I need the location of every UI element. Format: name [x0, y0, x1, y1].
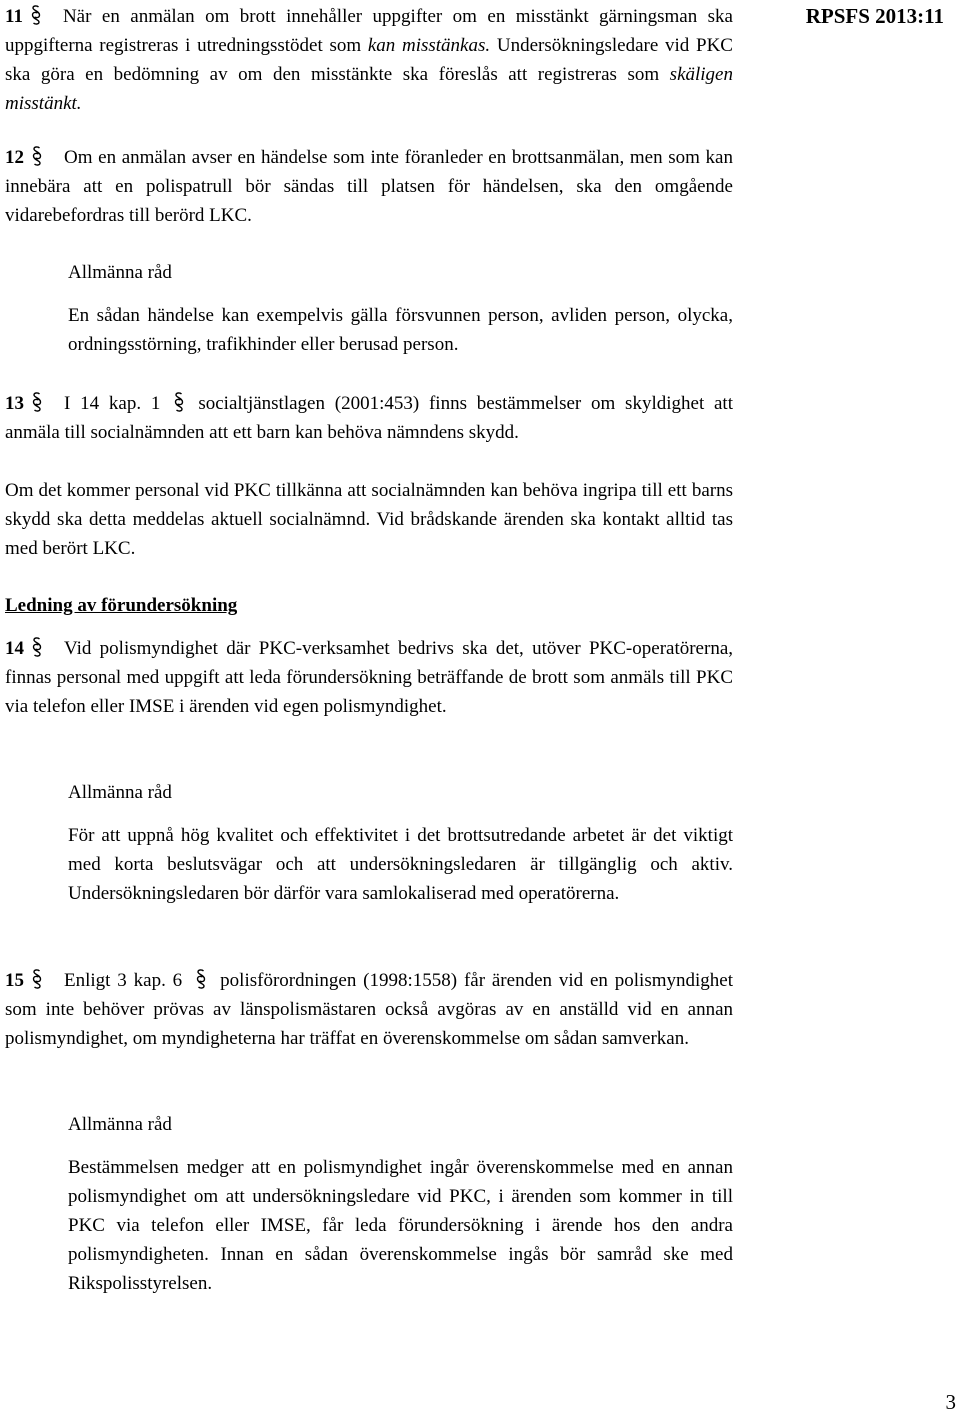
section-text-italic: skäligen misstänkt. — [5, 64, 733, 114]
section-number: 12 — [5, 147, 24, 168]
section-12 — [5, 143, 733, 230]
section-heading: Ledning av förundersökning — [5, 595, 238, 616]
section-sign-icon — [26, 389, 48, 418]
section-15 — [5, 966, 733, 1053]
section-number: 11 — [5, 6, 23, 27]
section-13 — [5, 389, 733, 447]
section-text: polisförordningen (1998:1558) får ärenden vid en polismyndighet som inte behöver prövas av länspolismästaren också avgöras av en anställd vid en annan polismyndighet, om myndigheterna har träffat en överenskommelse om sådan samverkan. — [5, 970, 733, 1049]
page-number: 3 — [945, 1390, 956, 1414]
document-reference: RPSFS 2013:11 — [805, 4, 944, 28]
section-11 — [5, 2, 733, 118]
general-advice-label: Allmänna råd — [68, 262, 172, 283]
section-sign-icon — [26, 143, 48, 172]
section-sign-icon — [168, 389, 190, 418]
section-text: Vid polismyndighet där PKC-verksamhet bedrivs ska det, utöver PKC-operatörerna, finnas personal med uppgift att leda förundersökning beträffande de brott som anmäls till PKC via telefon eller IMSE i ärenden vid egen polismyndighet. — [5, 638, 733, 717]
section-sign-icon — [190, 966, 212, 995]
general-advice-text: Bestämmelsen medger att en polismyndighet ingår överenskommelse med en annan polismyndighet om att undersökningsledare vid PKC, i ärenden som kommer in till PKC via telefon eller IMSE, får leda förundersökning i ärende hos den andra polismyndigheten. Innan en sådan överenskommelse ingås bör samråd ske med Rikspolisstyrelsen. — [68, 1157, 733, 1294]
section-text: Undersökningsledare vid PKC ska göra en bedömning av om den misstänkte ska föreslås att registreras som — [5, 35, 733, 85]
section-number: 15 — [5, 970, 24, 991]
general-advice-text: För att uppnå hög kvalitet och effektivitet i det brottsutredande arbetet är det viktigt med korta beslutsvägar och att undersökningsledaren är tillgänglig och aktiv. Undersökningsledaren bör därför vara samlokaliserad med operatörerna. — [68, 825, 733, 904]
section-number: 14 — [5, 638, 24, 659]
section-text: Enligt 3 kap. 6 — [64, 970, 183, 991]
section-text: Om en anmälan avser en händelse som inte föranleder en brottsanmälan, men som kan innebära att en polispatrull bör sändas till platsen för händelsen, ska den omgående vidarebefordras till berörd LKC. — [5, 147, 733, 226]
section-text: socialtjänstlagen (2001:453) finns bestämmelser om skyldighet att anmäla till socialnämnden att ett barn kan behöva nämndens skydd. — [5, 393, 733, 443]
section-text-italic: kan misstänkas. — [367, 35, 491, 56]
section-sign-icon — [26, 966, 48, 995]
general-advice-text: En sådan händelse kan exempelvis gälla försvunnen person, avliden person, olycka, ordningsstörning, trafikhinder eller berusad person. — [68, 305, 733, 355]
section-text: I 14 kap. 1 — [64, 393, 161, 414]
section-14 — [5, 634, 733, 721]
section-13-continued: Om det kommer personal vid PKC tillkänna att socialnämnden kan behöva ingripa till ett barns skydd ska detta meddelas aktuell socialnämnd. Vid brådskande ärenden ska kontakt alltid tas med berört LKC. — [5, 480, 733, 559]
section-number: 13 — [5, 393, 24, 414]
section-text: När en anmälan om brott innehåller uppgifter om en misstänkt gärningsman ska uppgifterna registreras i utredningsstödet som — [5, 6, 733, 56]
section-sign-icon — [25, 2, 47, 31]
general-advice-label: Allmänna råd — [68, 782, 172, 803]
general-advice-label: Allmänna råd — [68, 1114, 172, 1135]
section-sign-icon — [26, 634, 48, 663]
